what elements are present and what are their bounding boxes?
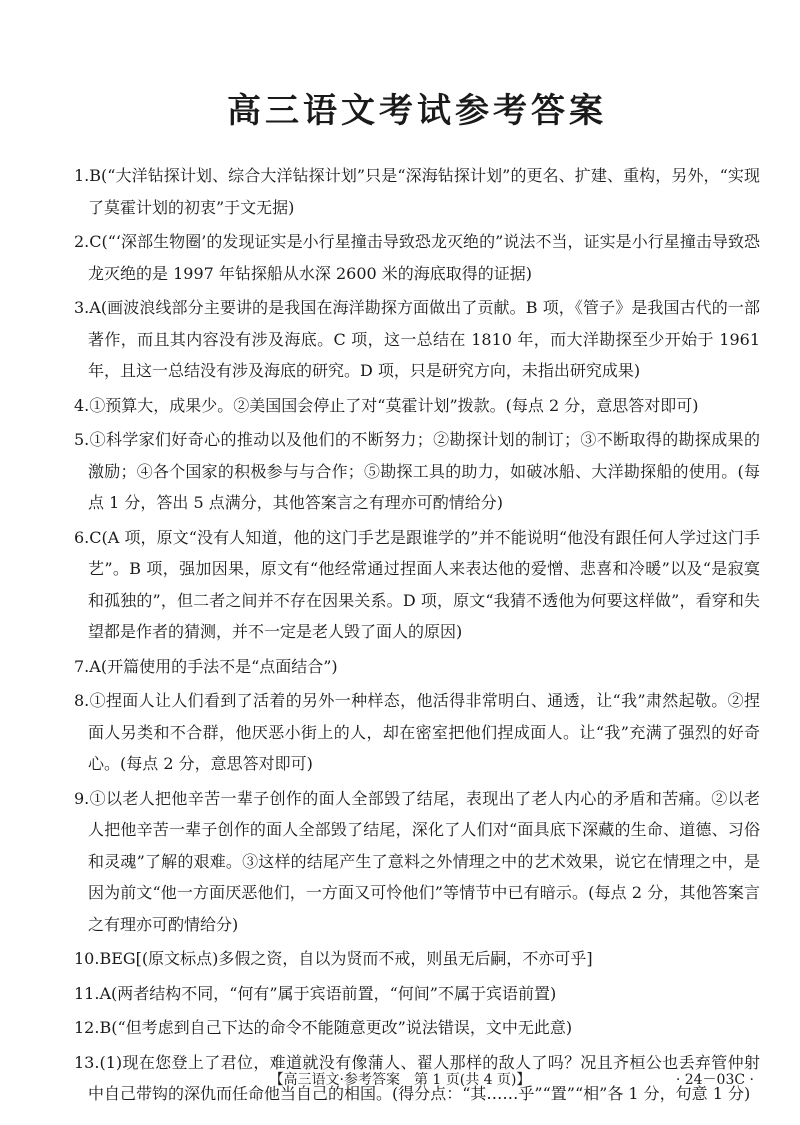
- answer-number: 7.: [74, 656, 90, 676]
- answer-item: [74, 424, 760, 519]
- page-title: 高三语文考试参考答案: [227, 91, 607, 131]
- answer-text: A(两者结构不同，“何有”属于宾语前置，“何间”不属于宾语前置): [99, 983, 557, 1003]
- answer-number: 10.: [74, 949, 100, 968]
- answer-number: 5.: [74, 430, 90, 449]
- answer-text: A(画波浪线部分主要讲的是我国在海洋勘探方面做出了贡献。B 项，《管子》是我国古代的一部著作，而且其内容没有涉及海底。C 项，这一总结在 1810 年，而大洋勘探至少开始于 1961 年，且这一总结没有涉及海底的研究。D 项，只是研究方向，未指出研究成果): [88, 298, 760, 380]
- answer-item: [74, 978, 760, 1010]
- answer-number: 12.: [74, 1018, 100, 1037]
- answer-number: 11.: [74, 983, 100, 1003]
- answer-item: [74, 522, 760, 648]
- answer-number: 8.: [74, 691, 90, 710]
- answer-list: [74, 160, 760, 1110]
- answer-item: [74, 1012, 760, 1044]
- answer-number: 6.: [74, 527, 90, 547]
- answer-item: [74, 651, 760, 683]
- answer-text: B(“但考虑到自己下达的命令不能随意更改”说法错误，文中无此意): [99, 1018, 573, 1037]
- answer-text: (1)现在您登上了君位，难道就没有像蒲人、翟人那样的敌人了吗？况且齐桓公也丢弃管仲射中自己带钩的深仇而任命他当自己的相国。(得分点：“其……乎”“置”“相”各 1 分，句意 1 分): [88, 1052, 760, 1103]
- page-footer: [0, 1068, 800, 1092]
- answer-text: BEG[(原文标点)多假之资，自以为贤而不戒，则虽无后嗣，不亦可乎]: [99, 949, 593, 968]
- answer-text: C(“‘深部生物圈’的发现证实是小行星撞击导致恐龙灭绝的”说法不当，证实是小行星撞击导致恐龙灭绝的是 1997 年钻探船从水深 2600 米的海底取得的证据): [88, 232, 760, 283]
- answer-number: 3.: [74, 298, 90, 317]
- answer-item: [74, 226, 760, 289]
- answer-number: 9.: [74, 788, 90, 808]
- answer-item: [74, 160, 760, 223]
- answer-text: ①捏面人让人们看到了活着的另外一种样态，他活得非常明白、通透，让“我”肃然起敬。②捏面人另类和不合群，他厌恶小街上的人，却在密室把他们捏成面人。让“我”充满了强烈的好奇心。(每点 2 分，意思答对即可): [88, 691, 760, 773]
- footer-label: 【高三语文·参考答案 第 1 页(共 4 页)】: [269, 1072, 531, 1088]
- answer-text: ①预算大，成果少。②美国国会停止了对“莫霍计划”拨款。(每点 2 分，意思答对即可): [89, 395, 699, 415]
- answer-item: [74, 783, 760, 941]
- answer-number: 1.: [74, 166, 90, 185]
- answer-text: A(开篇使用的手法不是“点面结合”): [89, 656, 338, 676]
- answer-item: [74, 943, 760, 975]
- answer-text: B(“大洋钻探计划、综合大洋钻探计划”只是“深海钻探计划”的更名、扩建、重构，另外，“实现了莫霍计划的初衷”于文无据): [88, 166, 760, 217]
- answer-text: ①以老人把他辛苦一辈子创作的面人全部毁了结尾，表现出了老人内心的矛盾和苦痛。②以老人把他辛苦一辈子创作的面人全部毁了结尾，深化了人们对“面具底下深藏的生命、道德、习俗和灵魂”了解的艰难。③这样的结尾产生了意料之外情理之中的艺术效果，说它在情理之中，是因为前文“他一方面厌恶他们，一方面又可怜他们”等情节中已有暗示。(每点 2 分，其他答案言之有理亦可酌情给分): [88, 788, 760, 934]
- answer-number: 2.: [74, 232, 90, 251]
- answer-item: [74, 390, 760, 422]
- answer-text: ①科学家们好奇心的推动以及他们的不断努力；②勘探计划的制订；③不断取得的勘探成果的激励；④各个国家的积极参与与合作；⑤勘探工具的助力，如破冰船、大洋勘探船的使用。(每点 1 分，答出 5 点满分，其他答案言之有理亦可酌情给分): [88, 430, 760, 512]
- answer-number: 4.: [74, 395, 90, 415]
- answer-text: C(A 项，原文“没有人知道，他的这门手艺是跟谁学的”并不能说明“他没有跟任何人学过这门手艺”。B 项，强加因果，原文有“他经常通过捏面人来表达他的爱憎、悲喜和冷暖”以及“是寂寞和孤独的”，但二者之间并不存在因果关系。D 项，原文“我猜不透他为何要这样做”，看穿和失望都是作者的猜测，并不一定是老人毁了面人的原因): [88, 527, 760, 641]
- answer-item: [74, 292, 760, 387]
- answer-number: 13.: [74, 1052, 100, 1072]
- footer-code: · 24－03C ·: [675, 1072, 754, 1088]
- answer-item: [74, 685, 760, 780]
